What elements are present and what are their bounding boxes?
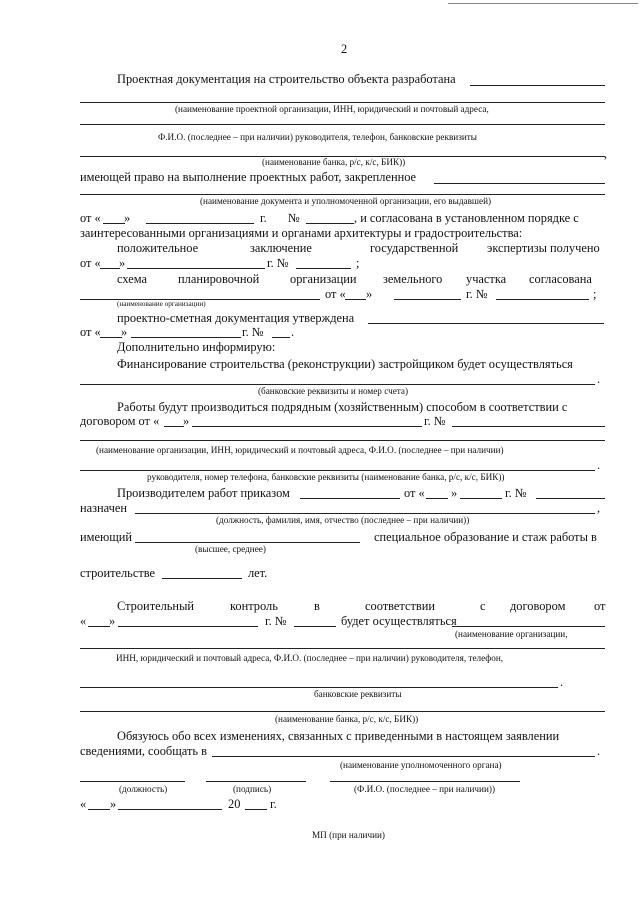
designer-org-line[interactable] (470, 85, 605, 86)
from-label: от « (404, 486, 425, 500)
authority-caption: (наименование уполномоченного органа) (340, 760, 502, 770)
expertise-word-1: положительное (117, 241, 199, 255)
period: . (560, 675, 564, 689)
semicolon: ; (356, 256, 360, 270)
quote-close: » (110, 797, 117, 811)
year-label: г. (260, 211, 267, 225)
control-word-1: Строительный (117, 599, 195, 613)
control-word-6: договором (510, 599, 566, 613)
having-label: имеющий (80, 530, 133, 544)
agreed-label: , и согласована в установленном порядке с (354, 211, 579, 225)
control-details-caption: ИНН, юридический и почтовый адреса, Ф.И.О. (последнее – при наличии) руководителя, телефон, (116, 653, 504, 663)
control-word-2: контроль (230, 599, 278, 613)
day-field[interactable] (426, 498, 448, 499)
year-number-label: г. № (466, 287, 488, 301)
control-details-field[interactable] (80, 648, 605, 649)
month-field[interactable] (394, 299, 461, 300)
years-label: лет. (248, 566, 268, 580)
year-number-label: г. № (267, 256, 289, 270)
appointed-label: назначен (80, 501, 128, 515)
license-line[interactable] (434, 183, 605, 184)
number-field[interactable] (306, 223, 354, 224)
control-bank-caption: банковские реквизиты (314, 689, 402, 699)
license-line-2[interactable] (80, 194, 605, 195)
license-caption: (наименование документа и уполномоченной организации, его выдавшей) (200, 196, 492, 206)
number-field[interactable] (296, 268, 351, 269)
day-field[interactable] (100, 337, 122, 338)
number-field[interactable] (272, 337, 290, 338)
quote-close: » (366, 287, 373, 301)
page-number: 2 (341, 42, 348, 56)
scheme-word-4: земельного (383, 272, 443, 286)
from-label: от « (80, 211, 101, 225)
scheme-word-5: участка (466, 272, 507, 286)
project-docs-label: Проектная документация на строительство объекта разработана (117, 72, 456, 86)
expertise-word-3: государственной (370, 241, 459, 255)
full-name-field[interactable] (330, 781, 520, 782)
manager-name-caption: (должность, фамилия, имя, отчество (последнее – при наличии)) (216, 515, 470, 525)
signature-caption: (подпись) (233, 784, 272, 794)
position-field[interactable] (80, 781, 185, 782)
day-field[interactable] (164, 426, 184, 427)
control-bank-details-field[interactable] (80, 711, 605, 712)
year-number-label: г. № (265, 614, 287, 628)
designer-details-line[interactable] (80, 124, 605, 125)
contractor-field[interactable] (80, 440, 605, 441)
order-field[interactable] (300, 498, 400, 499)
education-field[interactable] (135, 542, 360, 543)
control-word-7: от (594, 599, 606, 613)
period: . (597, 372, 601, 386)
quote-close: » (124, 211, 131, 225)
designer-org-line-2[interactable] (80, 102, 605, 103)
day-field[interactable] (345, 299, 366, 300)
contractor-caption: (наименование организации, ИНН, юридический и почтовый адреса, Ф.И.О. (последнее – при наличии) (96, 445, 504, 455)
semicolon: ; (593, 287, 597, 301)
period: . (597, 744, 601, 758)
estimate-docs-label: проектно-сметная документация утверждена (117, 311, 355, 325)
contractor-details-caption: руководителя, номер телефона, банковские реквизиты (наименование банка, р/с, к/с, БИК)) (147, 472, 505, 482)
quote-close: » (451, 486, 458, 500)
quote-close: » (109, 614, 116, 628)
will-be-done-label: будет осуществляться (341, 614, 457, 628)
year-number-label: г. № (505, 486, 527, 500)
additional-info-label: Дополнительно информирую: (117, 340, 276, 354)
quote-close: » (119, 256, 126, 270)
quote-open: « (80, 614, 87, 628)
control-org-field[interactable] (452, 626, 605, 627)
manager-name-field[interactable] (135, 513, 595, 514)
month-field[interactable] (118, 626, 258, 627)
control-word-5: с (480, 599, 486, 613)
month-field[interactable] (146, 223, 254, 224)
scan-edge-line (448, 3, 638, 4)
scheme-org-caption: (наименование организации) (117, 300, 206, 308)
year-field[interactable] (245, 809, 267, 810)
month-field[interactable] (460, 498, 502, 499)
designer-bank-caption: (наименование банка, р/с, к/с, БИК)) (262, 157, 406, 167)
day-field[interactable] (88, 626, 110, 627)
month-field[interactable] (127, 268, 265, 269)
year-prefix: 20 (228, 797, 241, 811)
designer-org-caption: (наименование проектной организации, ИНН, юридический и почтовый адреса, (175, 104, 489, 114)
license-label: имеющей право на выполнение проектных работ, закрепленное (80, 170, 417, 184)
education-label: специальное образование и стаж работы в (374, 530, 597, 544)
contractor-details-field[interactable] (80, 470, 595, 471)
from-label: от « (325, 287, 346, 301)
scheme-word-2: планировочной (178, 272, 260, 286)
financing-bank-caption: (банковские реквизиты и номер счета) (258, 386, 409, 396)
day-field[interactable] (103, 223, 125, 224)
month-field[interactable] (192, 426, 422, 427)
estimate-approver-field[interactable] (368, 323, 604, 324)
period: . (597, 458, 601, 472)
year-number-label: г. № (424, 414, 446, 428)
signature-field[interactable] (206, 781, 306, 782)
contract-from-label: договором от « (80, 414, 160, 428)
quote-open: « (80, 797, 87, 811)
stamp-label: МП (при наличии) (312, 830, 385, 840)
experience-years-field[interactable] (162, 578, 242, 579)
control-word-4: соответствии (365, 599, 436, 613)
authority-field[interactable] (212, 756, 595, 757)
education-caption: (высшее, среднее) (195, 544, 266, 554)
day-field[interactable] (88, 809, 110, 810)
agreed-orgs-label: заинтересованными организациями и органами архитектуры и градостроительства: (80, 226, 523, 240)
number-field[interactable] (536, 498, 605, 499)
control-org-caption: (наименование организации, (455, 629, 568, 639)
quote-close: » (183, 414, 190, 428)
number-field[interactable] (294, 626, 336, 627)
control-word-3: в (314, 599, 320, 613)
financing-label: Финансирование строительства (реконструкции) застройщиком будет осуществляться (117, 357, 573, 371)
obligation-label: Обязуюсь обо всех изменениях, связанных с приведенными в настоящем заявлении (117, 729, 560, 743)
contract-number-field[interactable] (452, 426, 605, 427)
full-name-caption: (Ф.И.О. (последнее – при наличии)) (354, 784, 496, 794)
year-suffix: г. (270, 797, 277, 811)
from-label: от « (80, 256, 101, 270)
expertise-word-4: экспертизы получено (487, 241, 600, 255)
month-field[interactable] (131, 337, 241, 338)
number-sign: № (288, 211, 300, 225)
comma: , (604, 147, 608, 161)
period: . (291, 325, 295, 339)
comma: , (597, 501, 601, 515)
number-field[interactable] (496, 299, 589, 300)
day-field[interactable] (100, 268, 120, 269)
scheme-word-6: согласована (529, 272, 592, 286)
month-field[interactable] (118, 809, 222, 810)
position-caption: (должность) (119, 784, 168, 794)
quote-close: » (121, 325, 128, 339)
control-bank-field[interactable] (80, 687, 558, 688)
year-number-label: г. № (242, 325, 264, 339)
manager-order-label: Производителем работ приказом (117, 486, 290, 500)
control-bank-details-caption: (наименование банка, р/с, к/с, БИК)) (275, 714, 419, 724)
report-to-label: сведениями, сообщать в (80, 744, 207, 758)
from-label: от « (80, 325, 101, 339)
expertise-word-2: заключение (250, 241, 312, 255)
construction-label: строительстве (80, 566, 156, 580)
designer-details-caption: Ф.И.О. (последнее – при наличии) руководителя, телефон, банковские реквизиты (158, 132, 477, 142)
scheme-word-3: организации (290, 272, 357, 286)
works-method-label: Работы будут производиться подрядным (хозяйственным) способом в соответствии с (117, 400, 568, 414)
scheme-word-1: схема (117, 272, 147, 286)
financing-bank-field[interactable] (80, 384, 595, 385)
